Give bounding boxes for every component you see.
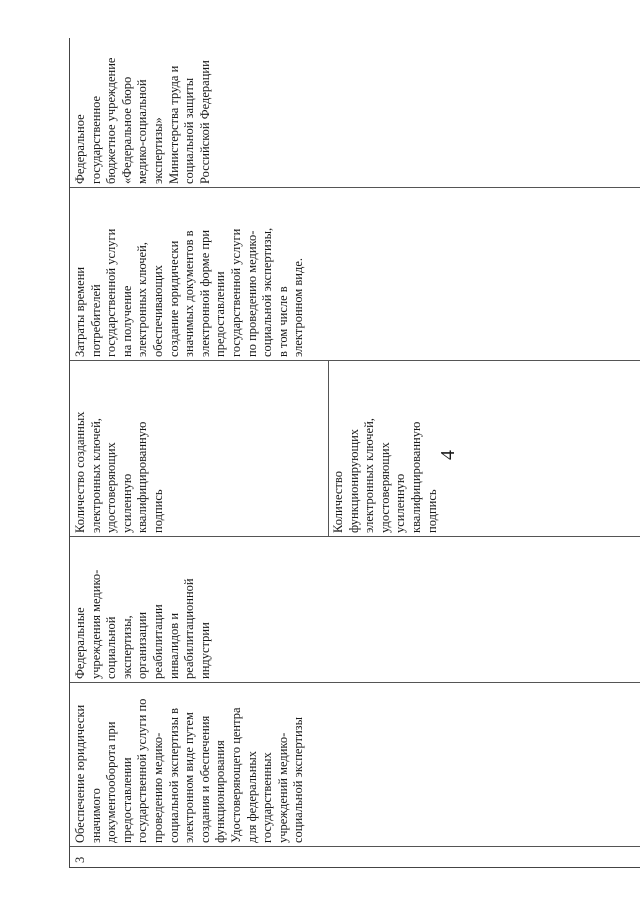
responsible-cell: Федеральное государственное бюджетное учреждение «Федеральное бюро медико-социальной экспертизы» Министерства труда и социальной защиты Российской Федерации [73,57,212,184]
participants-cell: Федеральные учреждения медико- социальной экспертизы, организации реабилитации инвалидов и реабилитационной индустрии [73,569,212,679]
effect-cell: Затраты времени потребителей государственной услуги на получение электронных ключей, обеспечивающих создание юридически значимых документов в электронной форме при предоставлении государственной услуги по проведению медико- социальной экспертизы, в том числе в электронном виде. [73,227,306,357]
row-number: 3 [73,856,87,863]
activity-cell: Обеспечение юридически значимого документооборота при предоставлении государственной услуги по проведению медико- социальной экспертизы в электронном виде путем создания и обеспечения функционирования Удостоверяющего центра для федеральных государственных учреждений медико- социальной экспертизы [73,698,306,843]
indicator-cell-1: Количество созданных электронных ключей, удостоверяющих усиленную квалифицированную подпись [73,411,165,533]
page-number: 4 [437,450,459,460]
table-row [69,38,640,868]
indicator-cell-2: Количество функционирующих электронных ключей, удостоверяющих усиленную квалифицированную подпись [331,418,439,533]
rotated-table [69,38,640,868]
